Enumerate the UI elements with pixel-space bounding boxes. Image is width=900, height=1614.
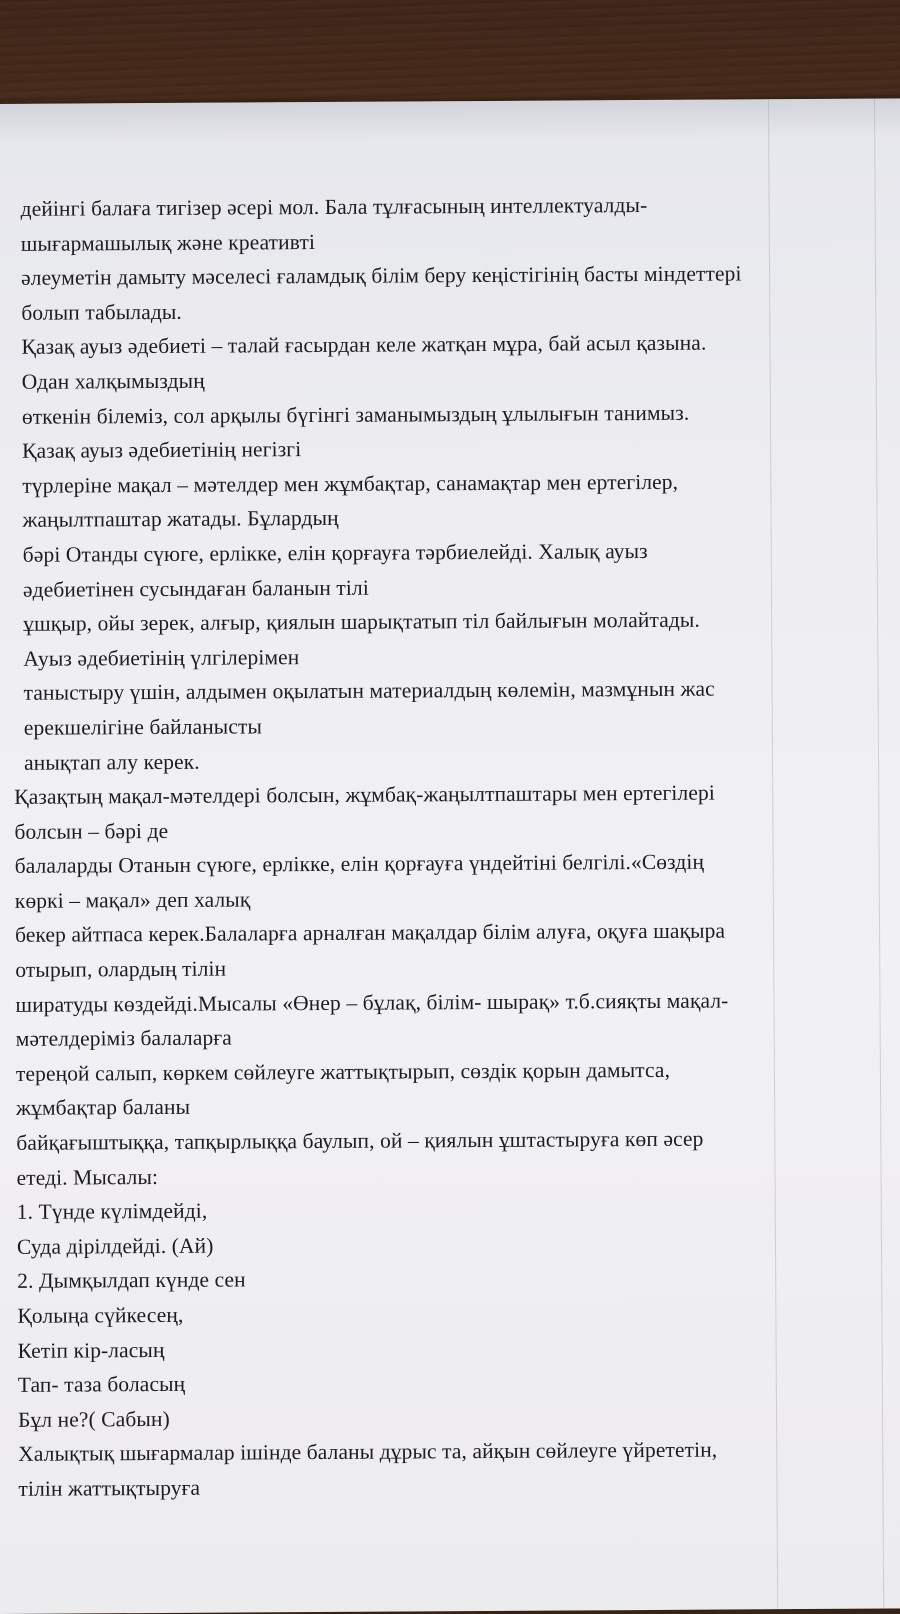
text-line: мәтелдеріміз балаларға <box>15 1025 232 1052</box>
text-line: Суда дірілдейді. (Ай) <box>16 1233 214 1259</box>
text-line: көркі – мақал» деп халық <box>14 887 251 913</box>
text-line: отырып, олардың тілін <box>15 956 227 982</box>
text-line: бәрі Отанды сүюге, ерлікке, елін қорғауға тәрбиелейді. Халық ауыз <box>22 538 648 567</box>
text-line: Одан халқымыздың <box>21 368 205 394</box>
text-line: Қолыңа сүйкесең, <box>17 1302 184 1328</box>
paper-top-shadow <box>0 98 900 144</box>
text-line: болсын – бәрі де <box>14 818 169 844</box>
text-line: түрлеріне мақал – мәтелдер мен жұмбақтар, санамақтар мен ертегілер, <box>22 469 679 498</box>
text-line: ұшқыр, ойы зерек, алғыр, қиялын шарықтатып тіл байлығын молайтады. <box>23 607 700 636</box>
text-line: Қазақ ауыз әдебиетінің негізгі <box>22 437 302 463</box>
text-line: Қазақтың мақал-мәтелдері болсын, жұмбақ-жаңылтпаштары мен ертегілері <box>14 780 715 809</box>
text-line: ерекшелігіне байланысты <box>23 714 263 740</box>
text-line: әдебиетінен сусындаған баланын тілі <box>22 575 369 602</box>
text-line: дейінгі балаға тигізер әсері мол. Бала тұлғасының интеллектуалды- <box>20 192 648 221</box>
text-line: шығармашылық және креативті <box>20 229 316 256</box>
text-line: бекер айтпаса керек.Балаларға арналған мақалдар білім алуға, оқуға шақыра <box>15 918 726 948</box>
paper-sheet <box>0 98 900 1614</box>
text-line: болып табылады. <box>21 299 182 325</box>
text-line: Кетіп кір-ласың <box>17 1337 165 1363</box>
text-line: әлеуметін дамыту мәселесі ғаламдық білім беру кеңістігінің басты міндеттері <box>20 261 742 291</box>
text-line: Халықтық шығармалар ішінде баланы дұрыс та, айқын сөйлеуге үйрететін, <box>18 1437 718 1467</box>
document-body-text <box>11 187 899 1507</box>
text-line: байқағыштыққа, тапқырлыққа баулып, ой – қиялын ұштастыруға көп әсер <box>16 1126 704 1155</box>
text-line: анықтап алу керек. <box>23 749 200 775</box>
text-line: тілін жаттықтыруға <box>18 1475 201 1501</box>
text-line: тереңой салып, көркем сөйлеуге жаттықтырып, сөздік қорын дамытса, <box>15 1057 671 1086</box>
text-line: Тап- таза боласың <box>17 1372 186 1398</box>
text-line: жаңылтпаштар жатады. Бұлардың <box>22 506 339 533</box>
text-line: етеді. Мысалы: <box>16 1164 159 1190</box>
text-line: 2. Дымқылдап күнде сен <box>17 1267 246 1294</box>
text-line: таныстыру үшін, алдымен оқылатын материалдың көлемін, мазмұнын жас <box>23 676 715 706</box>
text-line: өткенін білеміз, сол арқылы бүгінгі заманымыздың ұлылығын танимыз. <box>21 400 690 429</box>
text-line: 1. Түнде күлімдейді, <box>16 1198 208 1225</box>
text-line: жұмбақтар баланы <box>16 1095 191 1121</box>
text-line: Қазақ ауыз әдебиеті – талай ғасырдан келе жатқан мұра, бай асыл қазына. <box>21 331 707 360</box>
text-line: Ауыз әдебиетінің үлгілерімен <box>23 644 300 671</box>
text-line: ширатуды көздейді.Мысалы «Өнер – бұлақ, білім- шырақ» т.б.сияқты мақал- <box>15 988 729 1017</box>
text-line: балаларды Отанын сүюге, ерлікке, елін қорғауға үндейтіні белгілі.«Сөздің <box>14 849 705 879</box>
text-line: Бұл не?( Сабын) <box>17 1406 170 1432</box>
